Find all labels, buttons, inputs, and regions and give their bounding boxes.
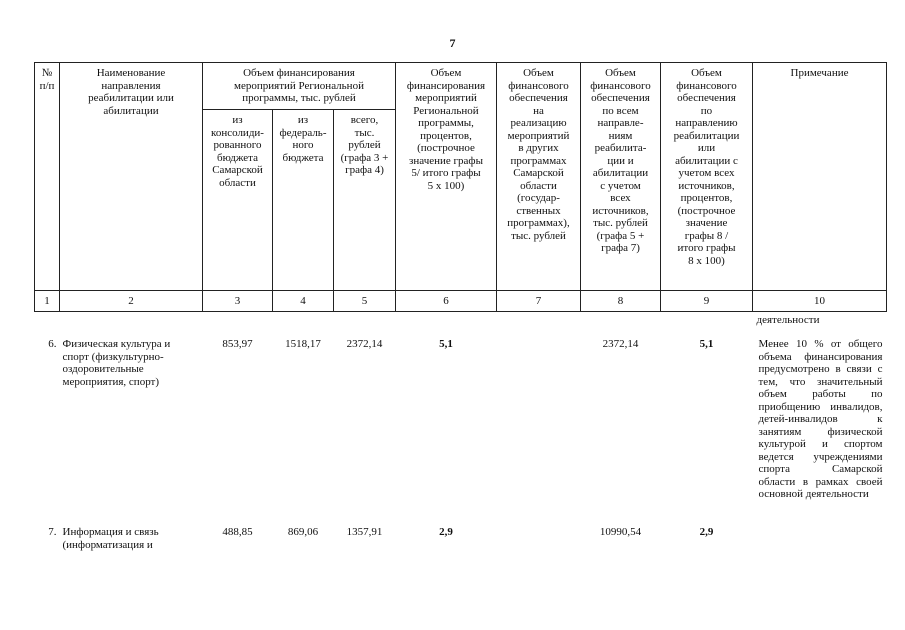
row-consolidated-budget: 488,85 [222, 526, 253, 538]
header-consolidated-budget: из консолиди- рованного бюджета Самарской области [203, 110, 273, 291]
column-number: 1 [35, 291, 60, 312]
header-federal-budget: из федераль- ного бюджета [273, 110, 334, 291]
row-consolidated-budget: 853,97 [222, 338, 253, 350]
table-row [35, 338, 887, 520]
header-total: всего, тыс. рублей (графа 3 + графа 4) [334, 110, 396, 291]
page-number: 7 [449, 36, 456, 50]
column-number: 7 [497, 291, 581, 312]
row-direction-name: Физическая культура и спорт (физкультурно- оздоровительные мероприятия, спорт) [62, 338, 171, 388]
row-total: 2372,14 [346, 338, 383, 350]
row-note [753, 520, 887, 551]
column-number: 9 [661, 291, 753, 312]
financing-table [34, 62, 887, 551]
header-note: Примечание [753, 63, 887, 291]
continuation-row [35, 312, 887, 339]
header-other-programs: Объем финансового обеспечения на реализацию мероприятий в других программах Самарской области (государ- ственных программах), тыс. рублей [497, 63, 581, 291]
header-number: № п/п [35, 63, 60, 291]
continuation-note: деятельности [756, 314, 820, 326]
row-percent: 2,9 [439, 526, 453, 538]
row-federal-budget: 1518,17 [285, 338, 321, 350]
row-note: Менее 10 % от общего объема финансирования предусмотрено в связи с тем, что значительный объем работы по приобщению инвалидов, детей-инвалидов к занятиям физической культурой и спортом ведется учреждениями спорта Самарской области в рамках своей основной деятельности [758, 338, 883, 500]
column-number: 4 [273, 291, 334, 312]
row-all-sources: 10990,54 [599, 526, 642, 538]
column-number: 5 [334, 291, 396, 312]
row-all-sources-percent: 2,9 [699, 526, 714, 538]
row-percent: 5,1 [439, 338, 453, 350]
row-all-sources: 2372,14 [602, 338, 639, 350]
table-row [35, 520, 887, 551]
column-number: 10 [753, 291, 887, 312]
column-number: 6 [396, 291, 497, 312]
header-regional-program-group: Объем финансирования мероприятий Региональной программы, тыс. рублей [203, 63, 396, 110]
header-all-sources: Объем финансового обеспечения по всем направле- ниям реабилита- ции и абилитации с учетом всех источников, тыс. рублей (графа 5 + графа 7) [581, 63, 661, 291]
row-all-sources-percent: 5,1 [699, 338, 714, 350]
row-other-programs [497, 338, 581, 520]
column-number: 8 [581, 291, 661, 312]
column-number: 3 [203, 291, 273, 312]
row-direction-name: Информация и связь (информатизация и [62, 526, 159, 551]
header-all-sources-percent: Объем финансового обеспечения по направлению реабилитации или абилитации с учетом всех источников, процентов, (построчное значение графы 8 / итого графы 8 х 100) [661, 63, 753, 291]
header-percent-regional: Объем финансирования мероприятий Региональной программы, процентов, (построчное значение графы 5/ итого графы 5 х 100) [396, 63, 497, 291]
column-number-row [35, 291, 887, 312]
row-index: 7. [48, 526, 57, 538]
header-direction-name: Наименование направления реабилитации или абилитации [60, 63, 203, 291]
row-index: 6. [48, 338, 57, 350]
row-total: 1357,91 [346, 526, 383, 538]
row-other-programs [497, 520, 581, 551]
column-number: 2 [60, 291, 203, 312]
row-federal-budget: 869,06 [287, 526, 319, 538]
